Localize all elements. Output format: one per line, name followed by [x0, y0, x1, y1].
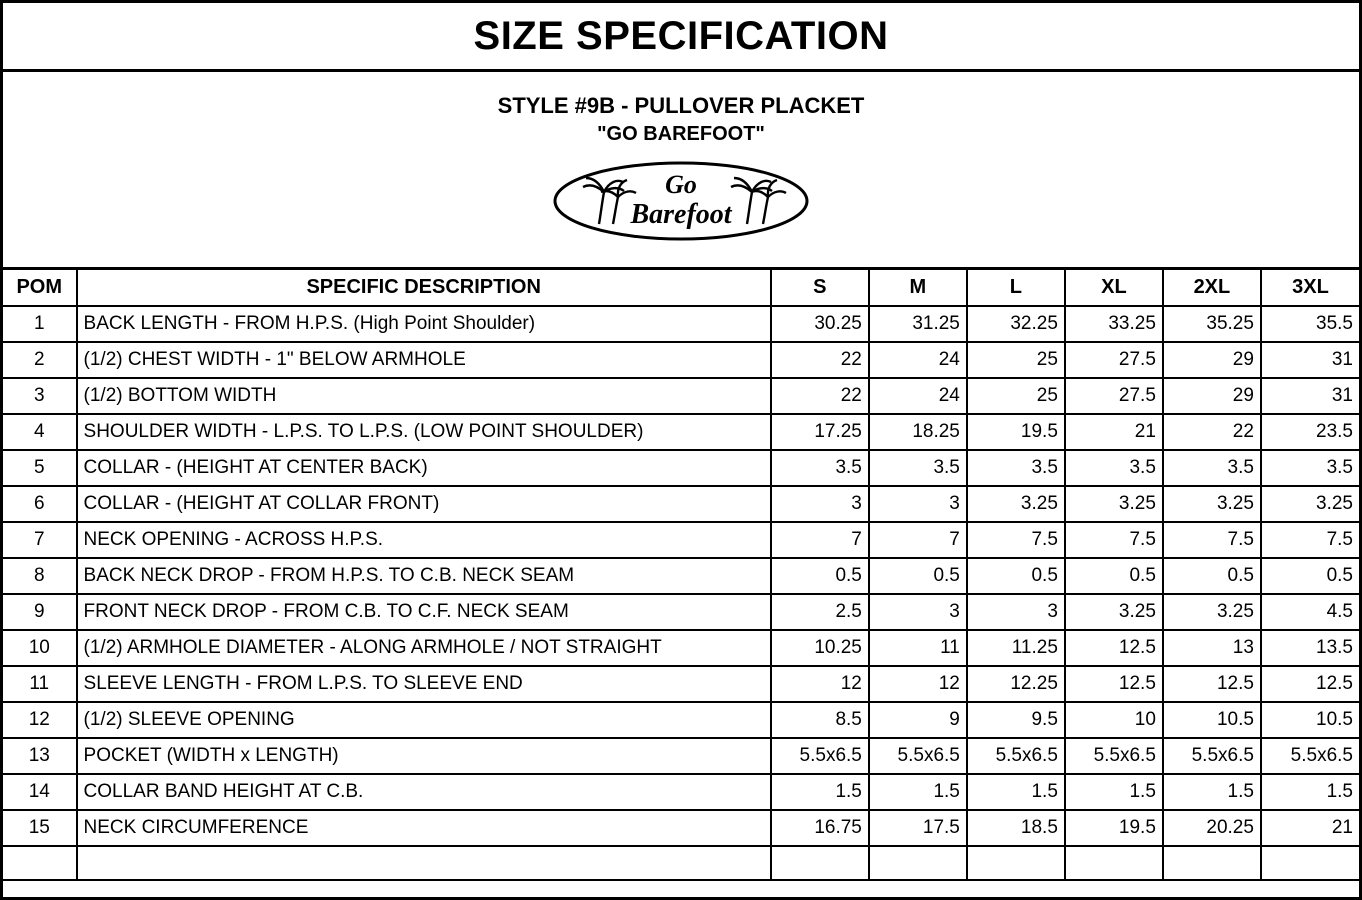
go-barefoot-logo	[551, 160, 811, 247]
cell-2xl: 12.5	[1163, 666, 1261, 702]
cell-s: 22	[771, 342, 869, 378]
cell-xl: 0.5	[1065, 558, 1163, 594]
table-row	[3, 630, 1359, 666]
cell-pom: 10	[3, 630, 77, 666]
cell-s: 0.5	[771, 558, 869, 594]
cell-pom: 11	[3, 666, 77, 702]
cell-2xl: 29	[1163, 342, 1261, 378]
cell-xl: 3.5	[1065, 450, 1163, 486]
cell-3xl: 5.5x6.5	[1261, 738, 1359, 774]
cell-2xl: 3.25	[1163, 594, 1261, 630]
cell-description	[77, 846, 771, 880]
cell-m: 12	[869, 666, 967, 702]
cell-xl: 21	[1065, 414, 1163, 450]
cell-s: 16.75	[771, 810, 869, 846]
table-row	[3, 846, 1359, 880]
cell-xl: 12.5	[1065, 666, 1163, 702]
cell-m: 31.25	[869, 306, 967, 342]
table-header	[3, 270, 1359, 306]
cell-l: 3	[967, 594, 1065, 630]
cell-description: POCKET (WIDTH x LENGTH)	[77, 738, 771, 774]
cell-pom: 6	[3, 486, 77, 522]
cell-l: 0.5	[967, 558, 1065, 594]
cell-m: 24	[869, 378, 967, 414]
cell-l: 3.25	[967, 486, 1065, 522]
table-row	[3, 450, 1359, 486]
cell-s: 8.5	[771, 702, 869, 738]
cell-l: 19.5	[967, 414, 1065, 450]
page-title: SIZE SPECIFICATION	[473, 13, 889, 58]
cell-3xl: 13.5	[1261, 630, 1359, 666]
table-row	[3, 666, 1359, 702]
cell-pom: 4	[3, 414, 77, 450]
table-row	[3, 738, 1359, 774]
cell-2xl: 20.25	[1163, 810, 1261, 846]
cell-3xl: 12.5	[1261, 666, 1359, 702]
table-row	[3, 378, 1359, 414]
cell-m: 18.25	[869, 414, 967, 450]
cell-l: 1.5	[967, 774, 1065, 810]
column-header-3xl: 3XL	[1261, 270, 1359, 306]
cell-m: 9	[869, 702, 967, 738]
cell-description: COLLAR - (HEIGHT AT CENTER BACK)	[77, 450, 771, 486]
cell-description: (1/2) SLEEVE OPENING	[77, 702, 771, 738]
cell-3xl: 35.5	[1261, 306, 1359, 342]
cell-2xl: 0.5	[1163, 558, 1261, 594]
cell-2xl: 3.25	[1163, 486, 1261, 522]
cell-s: 1.5	[771, 774, 869, 810]
size-spec-table	[3, 270, 1359, 881]
cell-xl: 27.5	[1065, 378, 1163, 414]
column-header-2xl: 2XL	[1163, 270, 1261, 306]
cell-description: BACK LENGTH - FROM H.P.S. (High Point Shoulder)	[77, 306, 771, 342]
cell-m: 24	[869, 342, 967, 378]
cell-description: COLLAR - (HEIGHT AT COLLAR FRONT)	[77, 486, 771, 522]
cell-2xl: 29	[1163, 378, 1261, 414]
cell-l: 12.25	[967, 666, 1065, 702]
cell-m: 3	[869, 594, 967, 630]
cell-m: 17.5	[869, 810, 967, 846]
cell-xl	[1065, 846, 1163, 880]
table-row	[3, 558, 1359, 594]
cell-2xl: 13	[1163, 630, 1261, 666]
cell-s: 7	[771, 522, 869, 558]
cell-xl: 3.25	[1065, 486, 1163, 522]
cell-3xl: 31	[1261, 378, 1359, 414]
cell-pom: 5	[3, 450, 77, 486]
cell-pom: 12	[3, 702, 77, 738]
cell-l: 3.5	[967, 450, 1065, 486]
cell-2xl: 3.5	[1163, 450, 1261, 486]
cell-pom: 9	[3, 594, 77, 630]
column-header-description: SPECIFIC DESCRIPTION	[77, 270, 771, 306]
cell-3xl: 23.5	[1261, 414, 1359, 450]
cell-pom: 8	[3, 558, 77, 594]
cell-s: 2.5	[771, 594, 869, 630]
cell-pom	[3, 846, 77, 880]
cell-l	[967, 846, 1065, 880]
cell-3xl: 3.25	[1261, 486, 1359, 522]
style-header-block	[3, 72, 1359, 270]
cell-m: 3.5	[869, 450, 967, 486]
cell-m: 0.5	[869, 558, 967, 594]
cell-3xl: 3.5	[1261, 450, 1359, 486]
cell-pom: 15	[3, 810, 77, 846]
cell-s: 3.5	[771, 450, 869, 486]
cell-m: 1.5	[869, 774, 967, 810]
cell-xl: 19.5	[1065, 810, 1163, 846]
cell-l: 18.5	[967, 810, 1065, 846]
cell-description: SLEEVE LENGTH - FROM L.P.S. TO SLEEVE END	[77, 666, 771, 702]
cell-xl: 1.5	[1065, 774, 1163, 810]
cell-l: 11.25	[967, 630, 1065, 666]
cell-3xl: 10.5	[1261, 702, 1359, 738]
cell-xl: 3.25	[1065, 594, 1163, 630]
title-row	[3, 3, 1359, 72]
cell-s: 12	[771, 666, 869, 702]
cell-description: BACK NECK DROP - FROM H.P.S. TO C.B. NECK SEAM	[77, 558, 771, 594]
cell-3xl: 0.5	[1261, 558, 1359, 594]
cell-xl: 7.5	[1065, 522, 1163, 558]
cell-3xl: 21	[1261, 810, 1359, 846]
cell-3xl: 1.5	[1261, 774, 1359, 810]
cell-s: 30.25	[771, 306, 869, 342]
table-row	[3, 774, 1359, 810]
table-row	[3, 342, 1359, 378]
cell-xl: 33.25	[1065, 306, 1163, 342]
cell-2xl: 1.5	[1163, 774, 1261, 810]
cell-description: COLLAR BAND HEIGHT AT C.B.	[77, 774, 771, 810]
style-name: STYLE #9B - PULLOVER PLACKET	[497, 93, 865, 118]
cell-l: 5.5x6.5	[967, 738, 1065, 774]
column-header-pom: POM	[3, 270, 77, 306]
cell-pom: 7	[3, 522, 77, 558]
cell-l: 32.25	[967, 306, 1065, 342]
cell-description: FRONT NECK DROP - FROM C.B. TO C.F. NECK SEAM	[77, 594, 771, 630]
cell-xl: 12.5	[1065, 630, 1163, 666]
cell-l: 25	[967, 378, 1065, 414]
column-header-s: S	[771, 270, 869, 306]
table-header-row	[3, 270, 1359, 306]
cell-pom: 2	[3, 342, 77, 378]
logo-text-bottom: Barefoot	[630, 199, 732, 230]
table-body	[3, 306, 1359, 880]
cell-s	[771, 846, 869, 880]
table-row	[3, 702, 1359, 738]
cell-2xl: 22	[1163, 414, 1261, 450]
cell-s: 3	[771, 486, 869, 522]
cell-description: NECK CIRCUMFERENCE	[77, 810, 771, 846]
brand-name: "GO BAREFOOT"	[597, 123, 765, 145]
cell-m: 3	[869, 486, 967, 522]
cell-m: 5.5x6.5	[869, 738, 967, 774]
table-row	[3, 594, 1359, 630]
cell-m	[869, 846, 967, 880]
cell-description: (1/2) CHEST WIDTH - 1" BELOW ARMHOLE	[77, 342, 771, 378]
cell-description: (1/2) BOTTOM WIDTH	[77, 378, 771, 414]
table-row	[3, 810, 1359, 846]
cell-l: 25	[967, 342, 1065, 378]
cell-3xl	[1261, 846, 1359, 880]
cell-description: (1/2) ARMHOLE DIAMETER - ALONG ARMHOLE / NOT STRAIGHT	[77, 630, 771, 666]
table-row	[3, 414, 1359, 450]
cell-s: 17.25	[771, 414, 869, 450]
logo-icon	[551, 160, 811, 242]
table-row	[3, 486, 1359, 522]
column-header-m: M	[869, 270, 967, 306]
cell-m: 7	[869, 522, 967, 558]
cell-pom: 13	[3, 738, 77, 774]
cell-xl: 10	[1065, 702, 1163, 738]
cell-pom: 14	[3, 774, 77, 810]
cell-pom: 1	[3, 306, 77, 342]
cell-l: 7.5	[967, 522, 1065, 558]
cell-m: 11	[869, 630, 967, 666]
cell-pom: 3	[3, 378, 77, 414]
table-row	[3, 522, 1359, 558]
cell-xl: 5.5x6.5	[1065, 738, 1163, 774]
cell-2xl: 7.5	[1163, 522, 1261, 558]
cell-2xl: 35.25	[1163, 306, 1261, 342]
cell-3xl: 7.5	[1261, 522, 1359, 558]
cell-3xl: 4.5	[1261, 594, 1359, 630]
cell-2xl: 10.5	[1163, 702, 1261, 738]
cell-s: 5.5x6.5	[771, 738, 869, 774]
cell-l: 9.5	[967, 702, 1065, 738]
cell-s: 10.25	[771, 630, 869, 666]
column-header-l: L	[967, 270, 1065, 306]
cell-2xl: 5.5x6.5	[1163, 738, 1261, 774]
table-row	[3, 306, 1359, 342]
cell-description: NECK OPENING - ACROSS H.P.S.	[77, 522, 771, 558]
cell-xl: 27.5	[1065, 342, 1163, 378]
cell-s: 22	[771, 378, 869, 414]
column-header-xl: XL	[1065, 270, 1163, 306]
cell-description: SHOULDER WIDTH - L.P.S. TO L.P.S. (LOW POINT SHOULDER)	[77, 414, 771, 450]
cell-2xl	[1163, 846, 1261, 880]
cell-3xl: 31	[1261, 342, 1359, 378]
logo-text-top: Go	[665, 170, 697, 199]
